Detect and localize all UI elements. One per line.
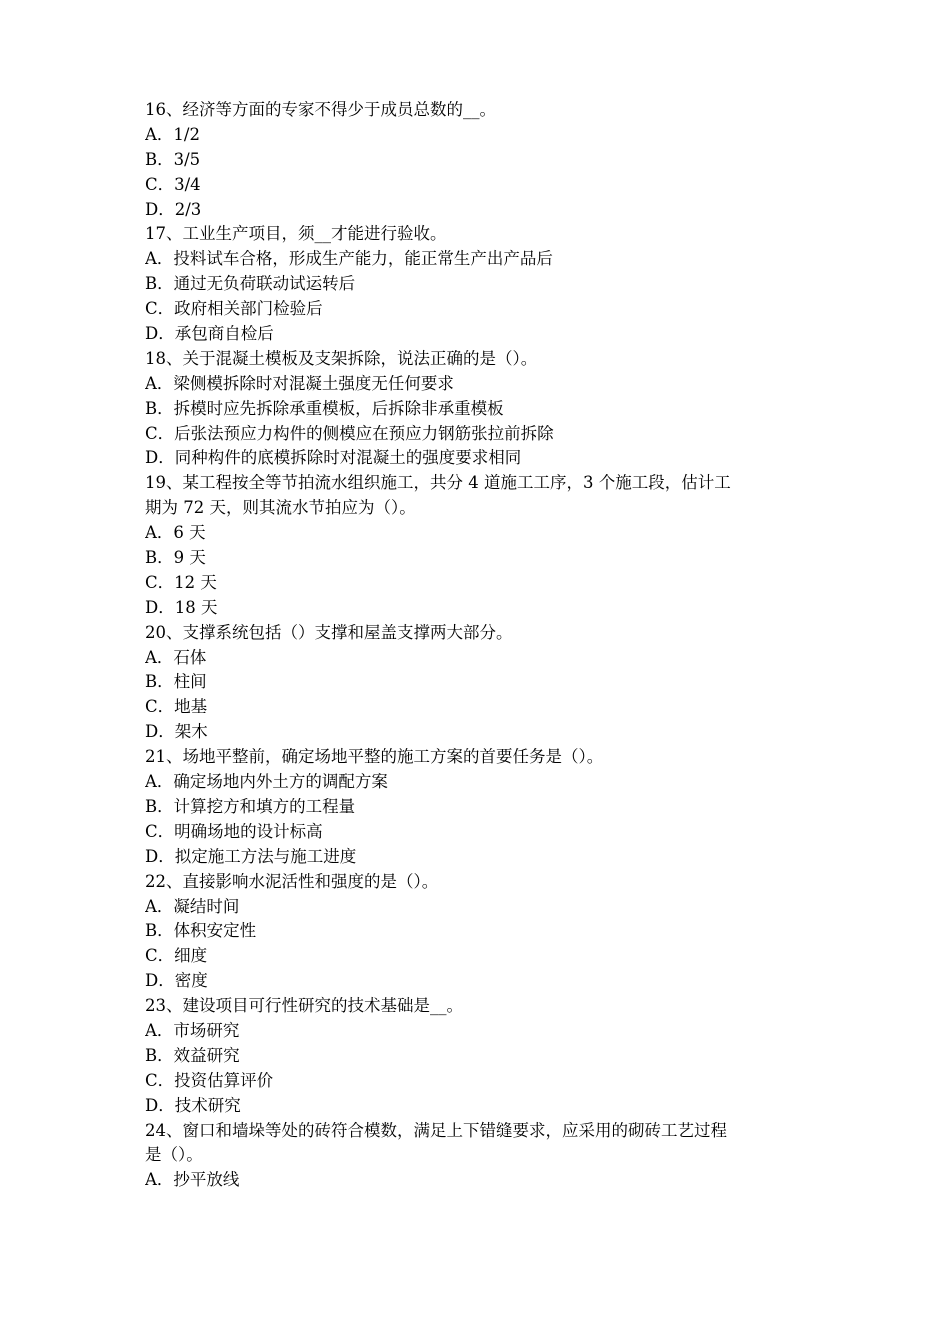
option-a: A．确定场地内外土方的调配方案 <box>145 772 388 792</box>
option-a: A．凝结时间 <box>145 896 240 916</box>
question-stem-line-1: 24、窗口和墙垛等处的砖符合模数，满足上下错缝要求，应采用的砌砖工艺过程 <box>145 1120 727 1140</box>
option-b: B．3/5 <box>145 149 201 169</box>
question-stem: 23、建设项目可行性研究的技术基础是__。 <box>145 996 463 1016</box>
question-18 <box>145 347 810 471</box>
question-19 <box>145 471 810 620</box>
option-b: B．9 天 <box>145 548 206 568</box>
question-23 <box>145 994 810 1118</box>
option-d: D．18 天 <box>145 597 218 617</box>
option-b: B．柱间 <box>145 672 207 692</box>
option-a: A．抄平放线 <box>145 1170 240 1190</box>
option-d: D．2/3 <box>145 199 202 219</box>
question-stem: 16、经济等方面的专家不得少于成员总数的__。 <box>145 100 496 119</box>
option-a: A．梁侧模拆除时对混凝土强度无任何要求 <box>145 373 454 393</box>
question-16 <box>145 98 810 222</box>
option-b: B．体积安定性 <box>145 921 257 941</box>
option-a: A．投料试车合格，形成生产能力，能正常生产出产品后 <box>145 249 553 269</box>
option-c: C．政府相关部门检验后 <box>145 299 323 319</box>
option-a: A．1/2 <box>145 124 200 144</box>
option-d: D．技术研究 <box>145 1095 241 1115</box>
option-c: C．投资估算评价 <box>145 1070 274 1090</box>
question-stem: 22、直接影响水泥活性和强度的是（）。 <box>145 871 439 891</box>
option-c: C．12 天 <box>145 572 217 592</box>
option-c: C．3/4 <box>145 174 201 194</box>
question-21 <box>145 745 810 869</box>
option-a: A．石体 <box>145 647 207 667</box>
question-stem-line-2: 是（）。 <box>145 1145 203 1165</box>
option-c: C．地基 <box>145 697 208 717</box>
option-c: C．明确场地的设计标高 <box>145 821 323 841</box>
option-a: A．市场研究 <box>145 1020 240 1040</box>
question-stem: 18、关于混凝土模板及支架拆除，说法正确的是（）。 <box>145 348 538 368</box>
option-d: D．同种构件的底模拆除时对混凝土的强度要求相同 <box>145 448 522 468</box>
option-a: A．6 天 <box>145 523 206 543</box>
question-17 <box>145 222 810 346</box>
question-stem: 20、支撑系统包括（）支撑和屋盖支撑两大部分。 <box>145 622 513 642</box>
option-d: D．密度 <box>145 971 208 991</box>
option-b: B．拆模时应先拆除承重模板，后拆除非承重模板 <box>145 398 504 418</box>
option-b: B．通过无负荷联动试运转后 <box>145 274 356 294</box>
question-stem-line-2: 期为 72 天，则其流水节拍应为（）。 <box>145 498 416 518</box>
question-24 <box>145 1119 810 1194</box>
option-b: B．效益研究 <box>145 1045 240 1065</box>
option-d: D．架木 <box>145 722 208 742</box>
question-list <box>145 98 810 1193</box>
question-stem: 17、工业生产项目，须__才能进行验收。 <box>145 224 447 244</box>
option-c: C．后张法预应力构件的侧模应在预应力钢筋张拉前拆除 <box>145 423 554 443</box>
option-b: B．计算挖方和填方的工程量 <box>145 796 356 816</box>
option-c: C．细度 <box>145 946 208 966</box>
question-20 <box>145 621 810 745</box>
question-stem: 21、场地平整前，确定场地平整的施工方案的首要任务是（）。 <box>145 747 604 767</box>
question-stem-line-1: 19、某工程按全等节拍流水组织施工，共分 4 道施工工序，3 个施工段，估计工 <box>145 473 731 493</box>
option-d: D．承包商自检后 <box>145 324 274 344</box>
option-d: D．拟定施工方法与施工进度 <box>145 846 357 866</box>
question-22 <box>145 870 810 994</box>
